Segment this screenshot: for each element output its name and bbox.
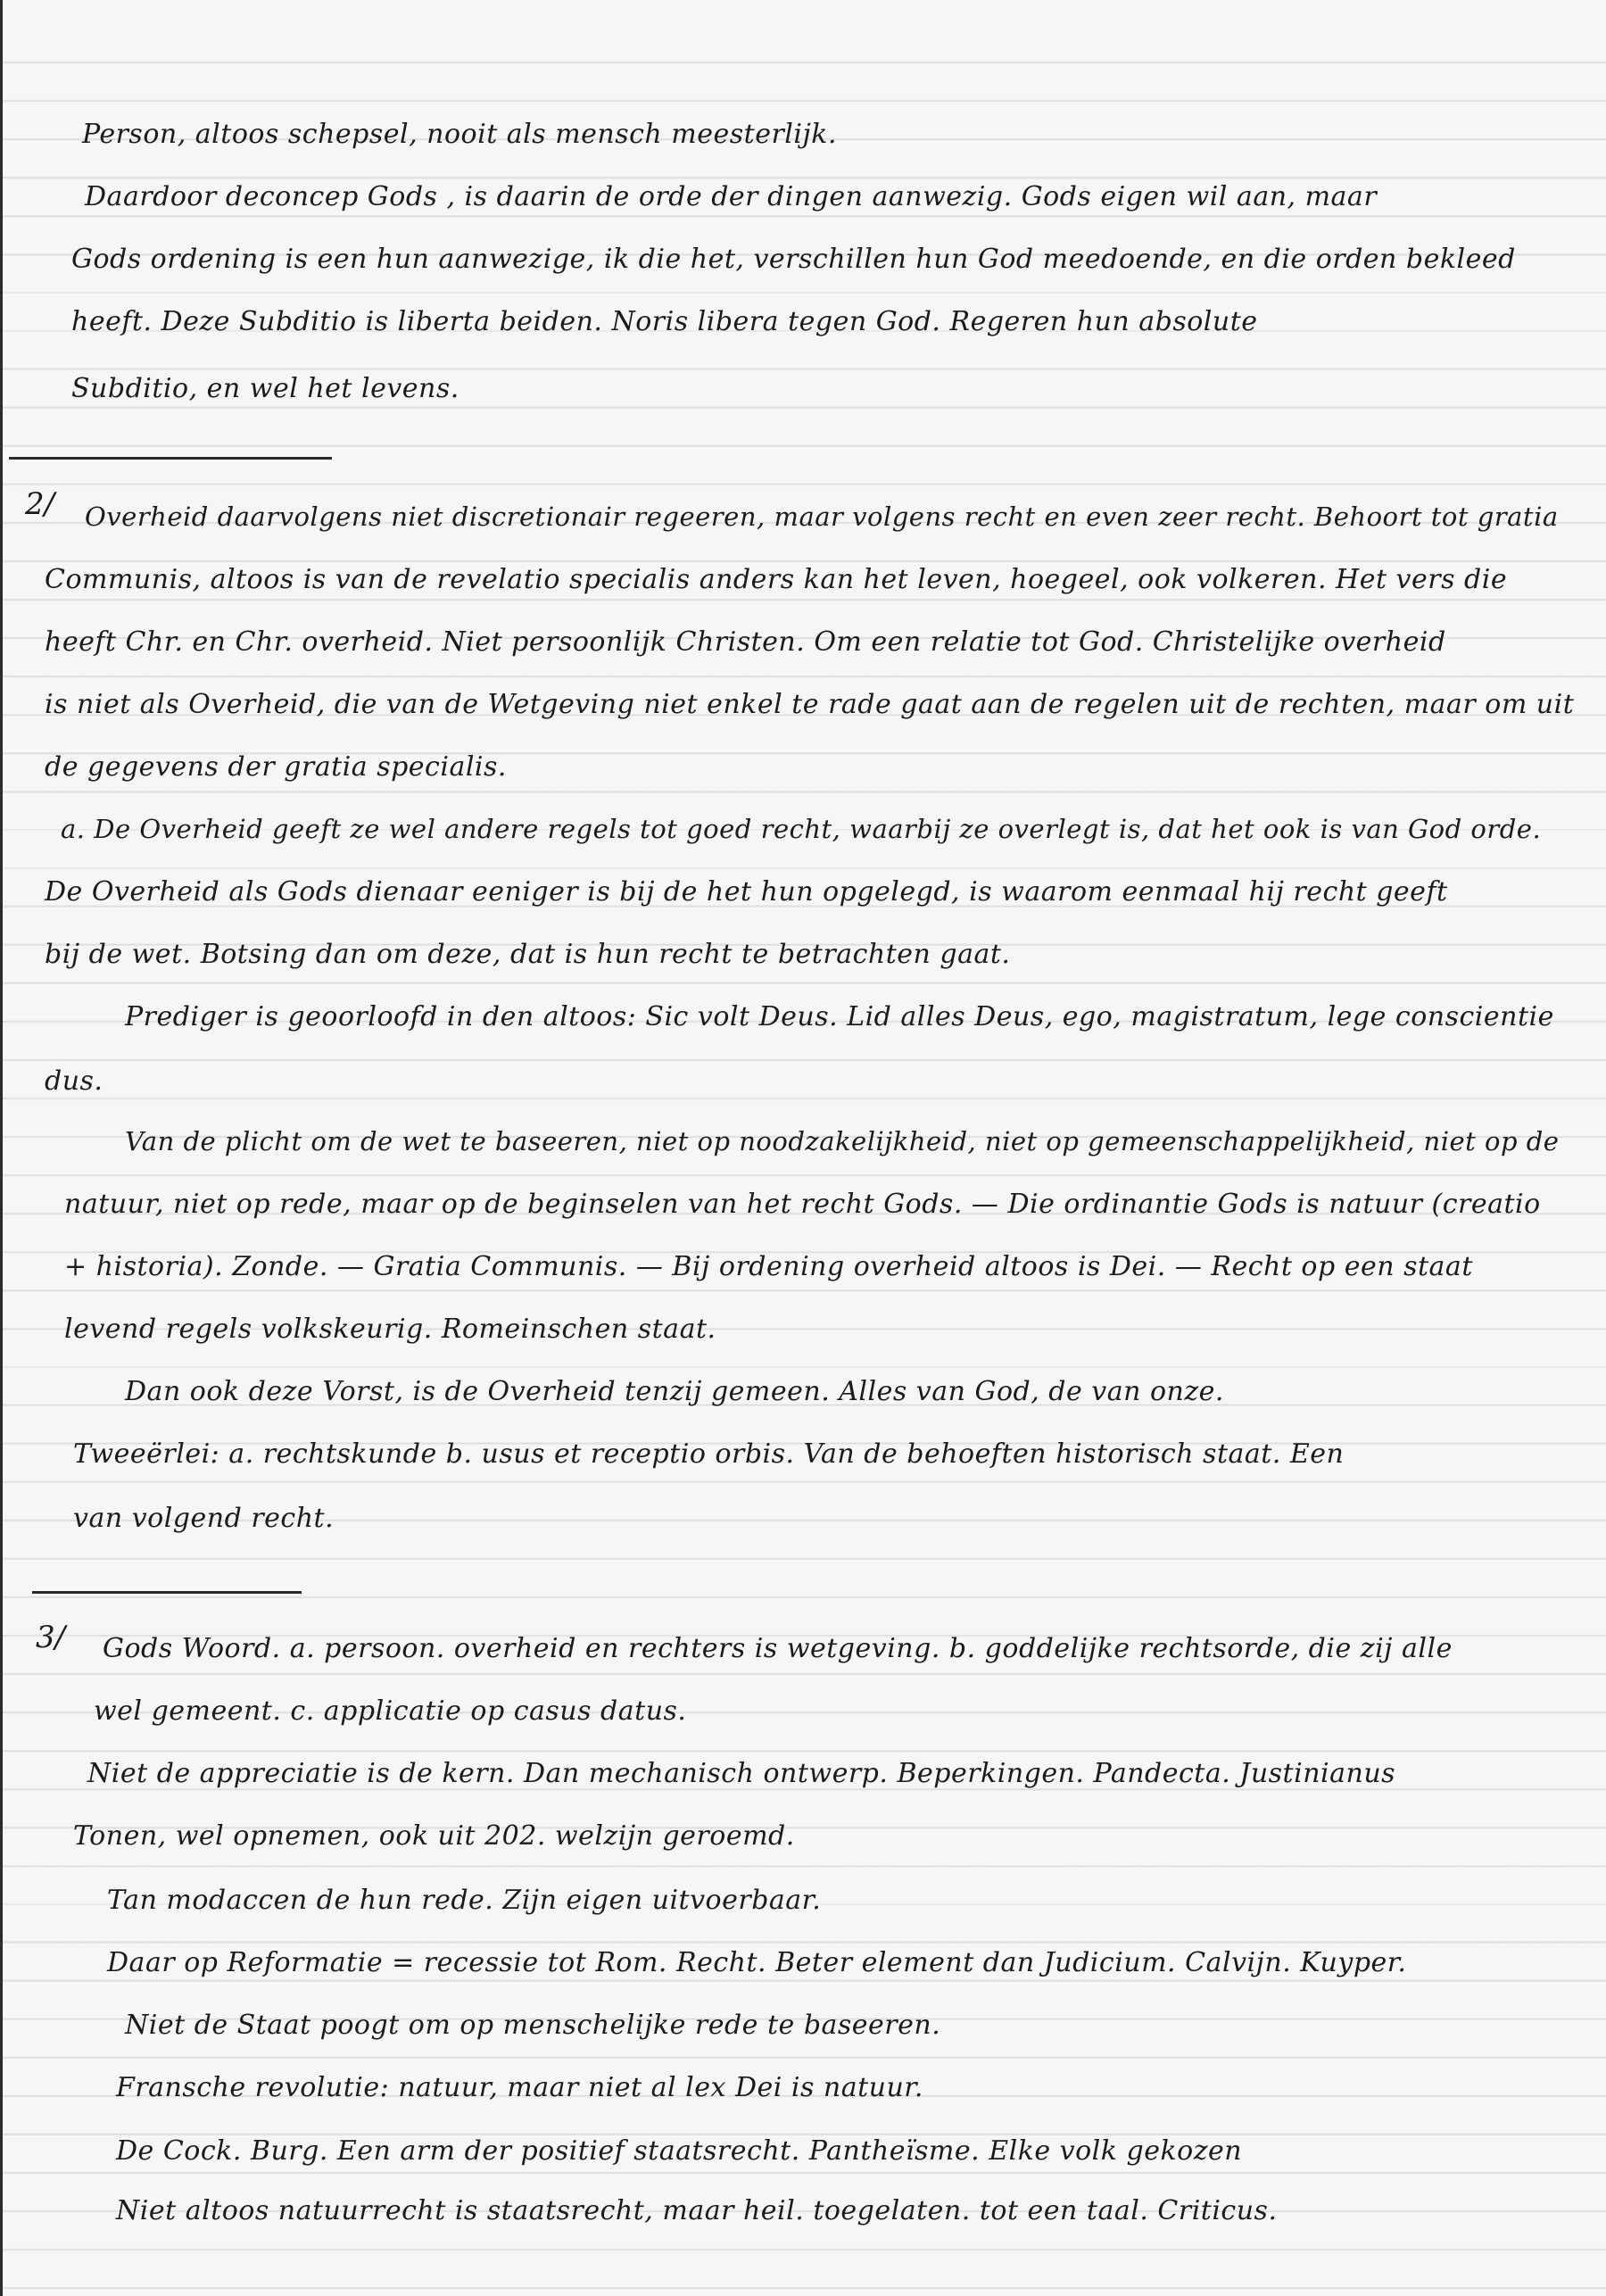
text-line: natuur, niet op rede, maar op de beginselen van het recht Gods. — Die ordinantie Gods is natuur (creatio	[64, 1189, 1541, 1220]
text-line: van volgend recht.	[73, 1503, 335, 1534]
text-line: Niet de appreciatie is de kern. Dan mechanisch ontwerp. Beperkingen. Pandecta. Justinianus	[87, 1758, 1396, 1789]
text-line: Communis, altoos is van de revelatio specialis anders kan het leven, hoegeel, ook volkeren. Het vers die	[45, 564, 1508, 595]
text-line: + historia). Zonde. — Gratia Communis. — Bij ordening overheid altoos is Dei. — Recht op een staat	[64, 1251, 1473, 1282]
text-line: De Cock. Burg. Een arm der positief staatsrecht. Pantheïsme. Elke volk gekozen	[116, 2135, 1243, 2167]
section-divider	[32, 1591, 302, 1594]
text-line: Tan modaccen de hun rede. Zijn eigen uitvoerbaar.	[107, 1885, 822, 1916]
text-line: heeft Chr. en Chr. overheid. Niet persoonlijk Christen. Om een relatie tot God. Christelijke overheid	[45, 626, 1446, 658]
text-line: Daar op Reformatie = recessie tot Rom. Recht. Beter element dan Judicium. Calvijn. Kuyper.	[107, 1947, 1407, 1978]
text-line: de gegevens der gratia specialis.	[45, 751, 507, 783]
text-line: is niet als Overheid, die van de Wetgeving niet enkel te rade gaat aan de regelen uit de rechten, maar om uit	[45, 689, 1575, 720]
text-line: wel gemeent. c. applicatie op casus datus.	[94, 1695, 687, 1727]
text-line: Subditio, en wel het levens.	[71, 373, 459, 404]
text-line: Gods Woord. a. persoon. overheid en rechters is wetgeving. b. goddelijke rechtsorde, die zij alle	[103, 1633, 1453, 1664]
text-line: heeft. Deze Subditio is liberta beiden. Noris libera tegen God. Regeren hun absolute	[71, 306, 1258, 337]
text-line: a. De Overheid geeft ze wel andere regels tot goed recht, waarbij ze overlegt is, dat het ook is van God orde.	[61, 814, 1542, 844]
text-line: bij de wet. Botsing dan om deze, dat is hun recht te betrachten gaat.	[45, 939, 1011, 970]
text-line: Dan ook deze Vorst, is de Overheid tenzij gemeen. Alles van God, de van onze.	[125, 1376, 1224, 1407]
text-line: dus.	[45, 1065, 103, 1097]
section-number: 2/	[25, 486, 55, 522]
text-line: Fransche revolutie: natuur, maar niet al lex Dei is natuur.	[116, 2072, 923, 2103]
text-line: Niet de Staat poogt om op menschelijke rede te baseeren.	[125, 2010, 941, 2041]
text-line: Tweeërlei: a. rechtskunde b. usus et receptio orbis. Van de behoeften historisch staat. Een	[73, 1438, 1345, 1470]
text-line: Tonen, wel opnemen, ook uit 202. welzijn geroemd.	[73, 1820, 795, 1852]
text-line: Gods ordening is een hun aanwezige, ik die het, verschillen hun God meedoende, en die orden bekleed	[71, 244, 1516, 275]
text-line: Person, altoos schepsel, nooit als mensch meesterlijk.	[82, 119, 837, 150]
text-line: De Overheid als Gods dienaar eeniger is bij de het hun opgelegd, is waarom eenmaal hij recht geeft	[45, 876, 1448, 908]
text-line: Van de plicht om de wet te baseeren, niet op noodzakelijkheid, niet op gemeenschappelijkheid, niet op de	[125, 1126, 1560, 1156]
text-line: Niet altoos natuurrecht is staatsrecht, maar heil. toegelaten. tot een taal. Criticus.	[116, 2195, 1278, 2226]
text-line: Overheid daarvolgens niet discretionair regeeren, maar volgens recht en even zeer recht. Behoort tot gratia	[85, 501, 1559, 532]
section-number: 3/	[36, 1620, 66, 1655]
text-line: Prediger is geoorloofd in den altoos: Sic volt Deus. Lid alles Deus, ego, magistratum, lege conscientie	[125, 1001, 1554, 1032]
page-edge	[0, 0, 3, 2296]
text-line: Daardoor deconcep Gods , is daarin de orde der dingen aanwezig. Gods eigen wil aan, maar	[85, 181, 1378, 212]
section-divider	[9, 457, 332, 460]
text-line: levend regels volkskeurig. Romeinschen staat.	[64, 1314, 716, 1345]
